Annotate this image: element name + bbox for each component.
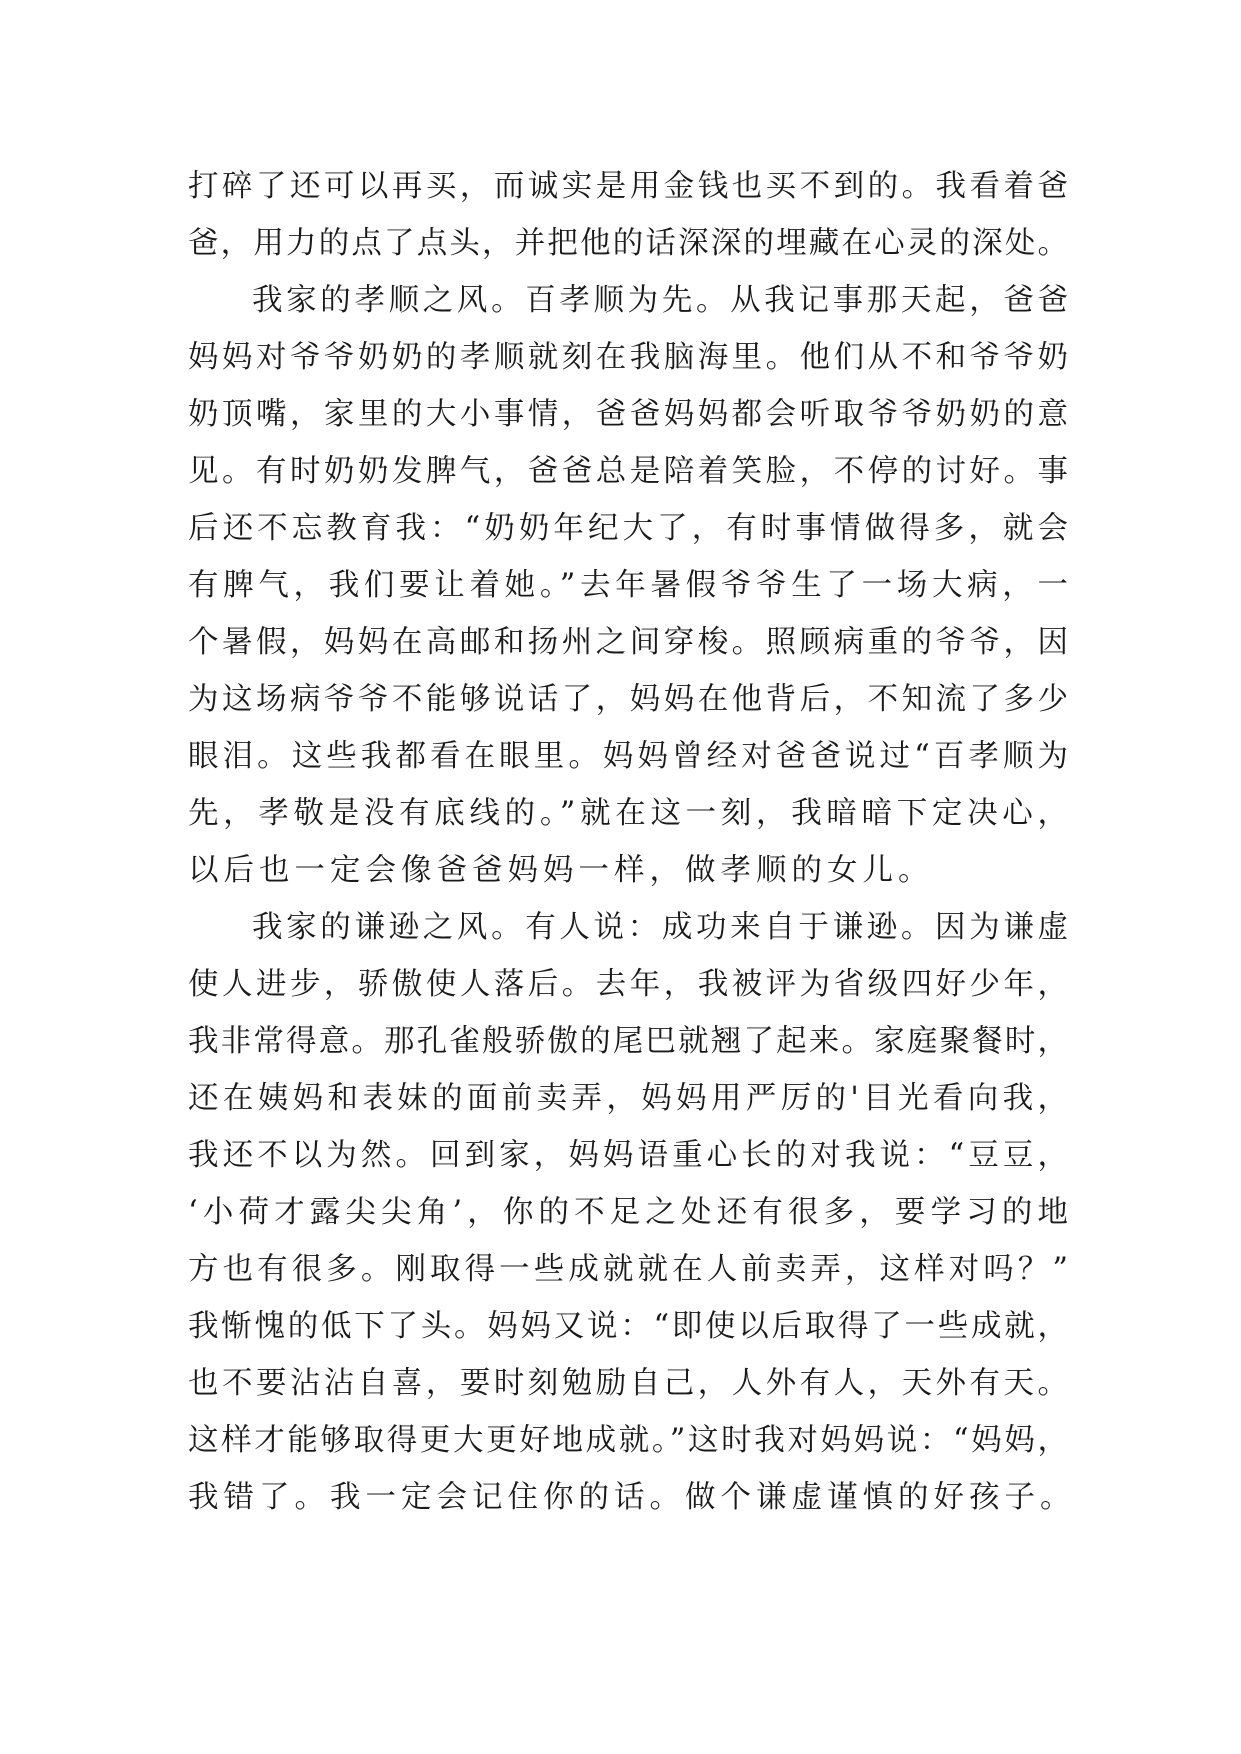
text-line: 后还不忘教育我：“奶奶年纪大了，有时事情做得多，就会 — [188, 511, 1068, 546]
text-line: 先，孝敬是没有底线的。”就在这一刻，我暗暗下定决心， — [188, 796, 1068, 831]
text-line: 使人进步，骄傲使人落后。去年，我被评为省级四好少年， — [188, 967, 1068, 1002]
text-line: 奶顶嘴，家里的大小事情，爸爸妈妈都会听取爷爷奶奶的意 — [188, 397, 1068, 432]
paragraph-end-line: 以后也一定会像爸爸妈妈一样，做孝顺的女儿。 — [188, 853, 934, 888]
text-line: 我非常得意。那孔雀般骄傲的尾巴就翘了起来。家庭聚餐时， — [188, 1024, 1068, 1059]
text-line: 为这场病爷爷不能够说话了，妈妈在他背后，不知流了多少 — [188, 682, 1068, 717]
text-line: 爸，用力的点了点头，并把他的话深深的埋藏在心灵的深处。 — [188, 226, 1068, 261]
text-line: 还在姨妈和表妹的面前卖弄，妈妈用严厉的'目光看向我， — [188, 1081, 1068, 1116]
text-line: 妈妈对爷爷奶奶的孝顺就刻在我脑海里。他们从不和爷爷奶 — [188, 340, 1068, 375]
text-line: 有脾气，我们要让着她。”去年暑假爷爷生了一场大病，一 — [188, 568, 1068, 603]
text-line: 这样才能够取得更大更好地成就。”这时我对妈妈说：“妈妈， — [188, 1423, 1068, 1458]
body-text — [188, 158, 1076, 1526]
text-line: ‘小荷才露尖尖角’，你的不足之处还有很多，要学习的地 — [188, 1195, 1068, 1230]
paragraph-end-line: 我错了。我一定会记住你的话。做个谦虚谨慎的好孩子。 — [188, 1480, 1076, 1515]
text-line: 眼泪。这些我都看在眼里。妈妈曾经对爸爸说过“百孝顺为 — [188, 739, 1068, 774]
text-line: 见。有时奶奶发脾气，爸爸总是陪着笑脸，不停的讨好。事 — [188, 454, 1068, 489]
paragraph-start-line: 我家的谦逊之风。有人说：成功来自于谦逊。因为谦虚 — [252, 910, 1068, 945]
text-line: 我惭愧的低下了头。妈妈又说：“即使以后取得了一些成就， — [188, 1309, 1068, 1344]
text-line: 方也有很多。刚取得一些成就就在人前卖弄，这样对吗？” — [188, 1252, 1068, 1287]
text-line: 打碎了还可以再买，而诚实是用金钱也买不到的。我看着爸 — [188, 169, 1068, 204]
text-line: 也不要沾沾自喜，要时刻勉励自己，人外有人，天外有天。 — [188, 1366, 1068, 1401]
text-line: 个暑假，妈妈在高邮和扬州之间穿梭。照顾病重的爷爷，因 — [188, 625, 1068, 660]
paragraph-start-line: 我家的孝顺之风。百孝顺为先。从我记事那天起，爸爸 — [252, 283, 1068, 318]
text-line: 我还不以为然。回到家，妈妈语重心长的对我说：“豆豆， — [188, 1138, 1068, 1173]
